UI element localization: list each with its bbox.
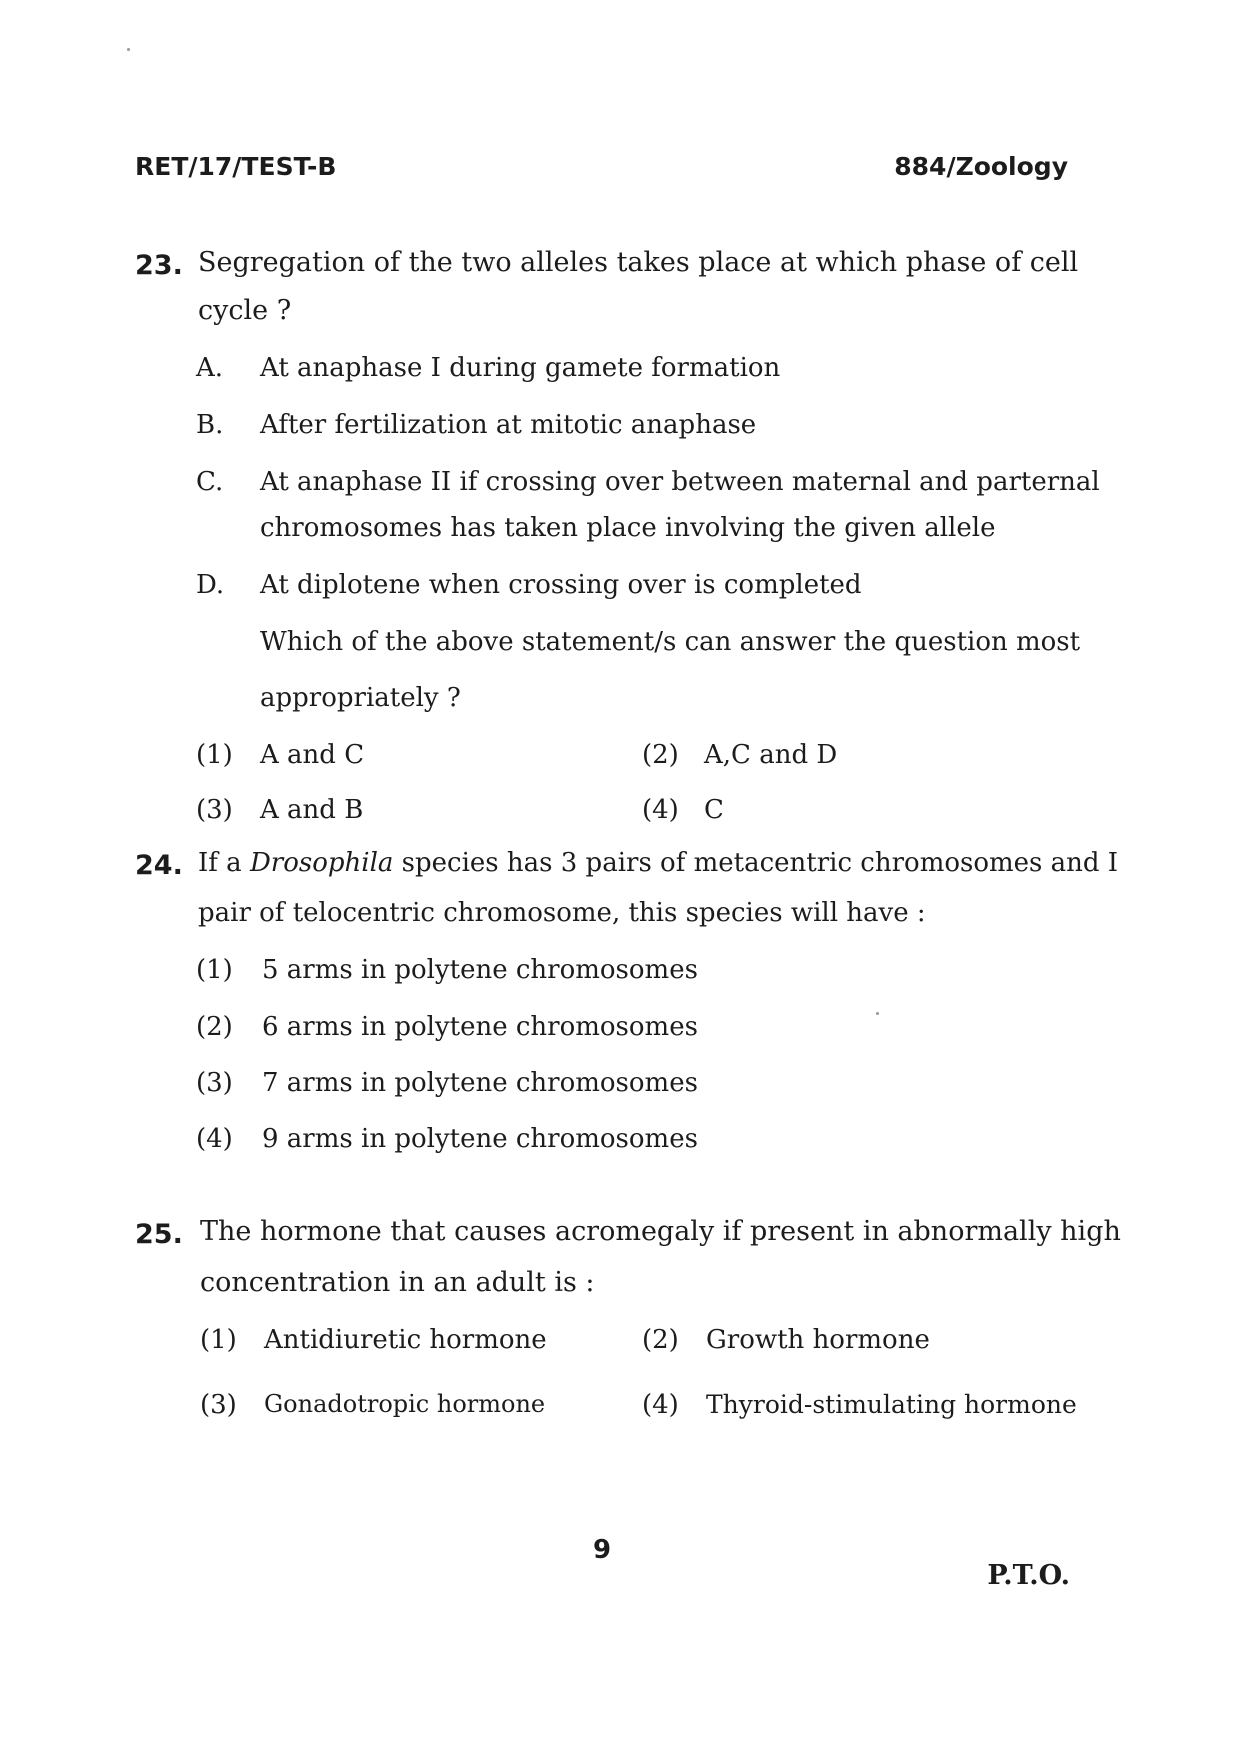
option-text: A,C and D	[704, 740, 838, 770]
statement-text: At anaphase I during gamete formation	[260, 353, 781, 383]
option-label: (4)	[642, 795, 679, 825]
question-prompt: Which of the above statement/s can answer the question most	[260, 627, 1081, 657]
statement-label: C.	[196, 467, 224, 497]
subject-header: 884/Zoology	[894, 152, 1068, 181]
option-text: 7 arms in polytene chromosomes	[262, 1068, 698, 1098]
option-text: 6 arms in polytene chromosomes	[262, 1012, 698, 1042]
question-stem: If a Drosophila species has 3 pairs of metacentric chromosomes and I	[198, 848, 1119, 878]
option-text: 5 arms in polytene chromosomes	[262, 955, 698, 985]
question-stem: Segregation of the two alleles takes place at which phase of cell	[198, 247, 1079, 278]
option-text: 9 arms in polytene chromosomes	[262, 1124, 698, 1154]
statement-label: A.	[196, 353, 224, 383]
option-label: (3)	[196, 1068, 233, 1098]
statement-label: D.	[196, 570, 225, 600]
option-label: (3)	[200, 1390, 237, 1420]
option-label: (1)	[200, 1325, 237, 1355]
option-text: Antidiuretic hormone	[264, 1325, 547, 1355]
option-text: Growth hormone	[706, 1325, 930, 1355]
species-name: Drosophila	[249, 848, 394, 878]
scan-speck	[127, 48, 130, 51]
option-label: (2)	[642, 1325, 679, 1355]
question-number: 24.	[135, 850, 183, 881]
question-number: 23.	[135, 250, 183, 281]
statement-text: At diplotene when crossing over is completed	[260, 570, 862, 600]
pto-label: P.T.O.	[987, 1560, 1070, 1591]
statement-text: At anaphase II if crossing over between maternal and parternal	[260, 467, 1100, 497]
option-label: (1)	[196, 955, 233, 985]
option-label: (3)	[196, 795, 233, 825]
scan-speck	[876, 1012, 879, 1015]
question-prompt-cont: appropriately ?	[260, 683, 461, 713]
option-text: A and B	[260, 795, 364, 825]
question-stem-cont: cycle ?	[198, 295, 292, 326]
option-text: A and C	[260, 740, 365, 770]
option-text: Thyroid-stimulating hormone	[706, 1390, 1077, 1419]
statement-text-cont: chromosomes has taken place involving the given allele	[260, 513, 996, 543]
statement-label: B.	[196, 410, 224, 440]
option-text: Gonadotropic hormone	[264, 1390, 546, 1418]
page-number: 9	[593, 1535, 612, 1565]
question-stem: The hormone that causes acromegaly if present in abnormally high	[200, 1216, 1121, 1247]
option-text: C	[704, 795, 724, 825]
option-label: (1)	[196, 740, 233, 770]
option-label: (4)	[642, 1390, 679, 1420]
exam-code-header: RET/17/TEST-B	[135, 152, 337, 181]
question-number: 25.	[135, 1219, 183, 1250]
option-label: (2)	[196, 1012, 233, 1042]
question-stem-cont: pair of telocentric chromosome, this species will have :	[198, 898, 926, 928]
option-label: (4)	[196, 1124, 233, 1154]
option-label: (2)	[642, 740, 679, 770]
question-stem-cont: concentration in an adult is :	[200, 1267, 595, 1298]
statement-text: After fertilization at mitotic anaphase	[260, 410, 757, 440]
